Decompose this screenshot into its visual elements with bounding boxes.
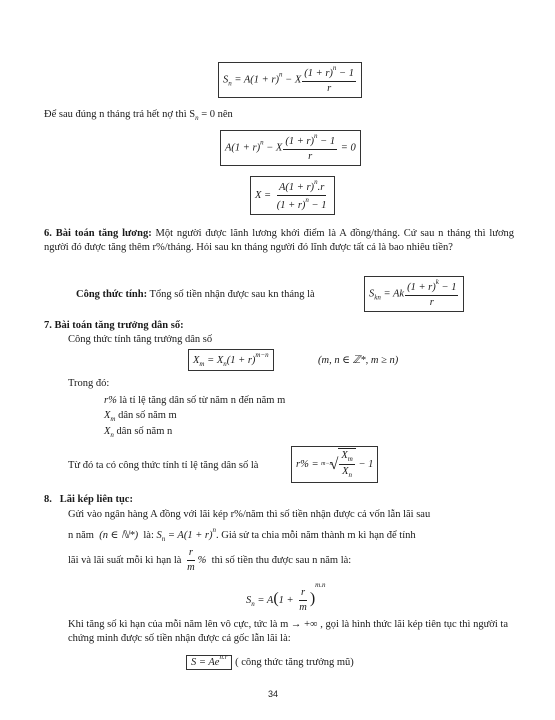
section-6-body: Một người được lãnh lương khởi điểm là A đồng/tháng. Cứ sau n tháng thì lương người đó được tăng thêm r%/tháng. Hỏi sau kn tháng người đó lĩnh được tất cả là bao nhiêu tiền? bbox=[44, 228, 514, 254]
line3-b: thì số tiền thu được sau n năm là: bbox=[211, 555, 352, 567]
def-xm-text: dân số năm m bbox=[118, 410, 177, 421]
page-number: 34 bbox=[268, 689, 279, 699]
line3-frac: $\frac{r}{m}$ bbox=[187, 547, 195, 574]
repay-text-tail: = 0 nên bbox=[198, 109, 233, 120]
formula-compound-m: $S_n = A(1$ + $\frac{r}{m}$ )$^{m.n}$ bbox=[246, 581, 326, 614]
def-xm-symbol: $X_m$ bbox=[104, 410, 116, 423]
section-8-line-4: Khi tăng số kì hạn của mỗi năm lên vô cực, tức là m → +∞ , gọi là hình thức lãi kép tiên tục thì người ta chứng minh được số tiền nhận được cả gốc lẫn lãi là: bbox=[68, 619, 508, 645]
final-formula-row bbox=[186, 653, 354, 670]
section-7-title: 7. Bài toán tăng trưởng dân số: bbox=[44, 320, 184, 331]
def-r-text: là tỉ lệ tăng dân số từ năm n đến năm m bbox=[119, 395, 286, 406]
section-8-number: 8. bbox=[44, 494, 52, 505]
line2-d: . Giả sử ta chia mỗi năm thành m kì hạn để tính bbox=[216, 530, 416, 541]
repay-text: Để sau đúng n tháng trả hết nợ thì S bbox=[44, 109, 196, 120]
section-7-conclude: Từ đó ta có công thức tính tỉ lệ tăng dân số là bbox=[68, 460, 259, 471]
repay-sentence: Để sau đúng n tháng trả hết nợ thì $S_n = 0$ nên bbox=[44, 109, 233, 122]
section-8-title bbox=[44, 493, 133, 507]
formula-growth-rate-box: r% = m−n √ $\frac{X_m}{X_n}$ − 1 bbox=[291, 446, 378, 483]
section-8-line-2 bbox=[68, 526, 416, 544]
formula-equals-zero-box: $A(1 + r)^n - X$ $\frac{(1 + r)^n - 1}{r}$ = 0 bbox=[220, 130, 361, 166]
section-6-paragraph bbox=[44, 227, 514, 255]
formula-label: Công thức tính: bbox=[76, 289, 148, 300]
line3-percent: % bbox=[197, 555, 207, 567]
def-xn-row bbox=[104, 425, 172, 440]
formula-continuous-box: $S = Ae^{n.r}$ bbox=[186, 655, 232, 670]
line2-a: n năm bbox=[68, 530, 94, 541]
section-8-title-text: Lãi kép liên tục: bbox=[59, 494, 133, 505]
final-note: ( công thức tăng trưởng mũ) bbox=[235, 657, 354, 668]
line2-c: là: bbox=[143, 530, 154, 541]
eq-zero-tail: = 0 bbox=[338, 142, 356, 154]
def-xn-symbol: $X_n$ bbox=[104, 426, 114, 439]
section-7-intro: Công thức tính tăng trưởng dân số bbox=[68, 334, 213, 345]
formula-xm-condition: (m, n ∈ ℤ*, m ≥ n) bbox=[318, 355, 399, 366]
def-r-symbol: r% bbox=[104, 395, 117, 406]
section-7-where: Trong đó: bbox=[68, 378, 110, 389]
def-xn-text: dân số năm n bbox=[116, 426, 173, 437]
line3-a: lãi và lãi suất mỗi kì hạn là bbox=[68, 555, 182, 567]
formula-text: Tổng số tiền nhận được sau kn tháng là bbox=[147, 289, 315, 300]
def-xm-row bbox=[104, 409, 177, 424]
line2-b: (n ∈ ℕ*) bbox=[99, 530, 139, 541]
line2-formula: $S_n = A(1 + r)^n$ bbox=[156, 526, 216, 543]
section-8-line-3 bbox=[68, 546, 351, 575]
section-6-formula-line bbox=[76, 288, 315, 302]
formula-skn-box: $S_{kn} = Ak$ $\frac{(1 + r)^k - 1}{r}$ bbox=[364, 276, 464, 312]
section-6-title: 6. Bài toán tăng lương: bbox=[44, 228, 152, 239]
def-r-row bbox=[104, 394, 285, 408]
formula-sn-box: $S_n = A(1 + r)^n - X$ $\frac{(1 + r)^n - 1}{r}$ bbox=[218, 62, 362, 98]
section-8-line-1: Gửi vào ngân hàng A đồng với lãi kép r%/năm thì số tiền nhận được cả vốn lẫn lãi sau bbox=[68, 509, 431, 520]
formula-x-box: X = $\frac{A(1 + r)^n.r}{(1 + r)^n - 1}$ bbox=[250, 176, 335, 215]
formula-xm-box: $X_m = X_n(1 + r)^{m-n}$ bbox=[188, 349, 274, 371]
